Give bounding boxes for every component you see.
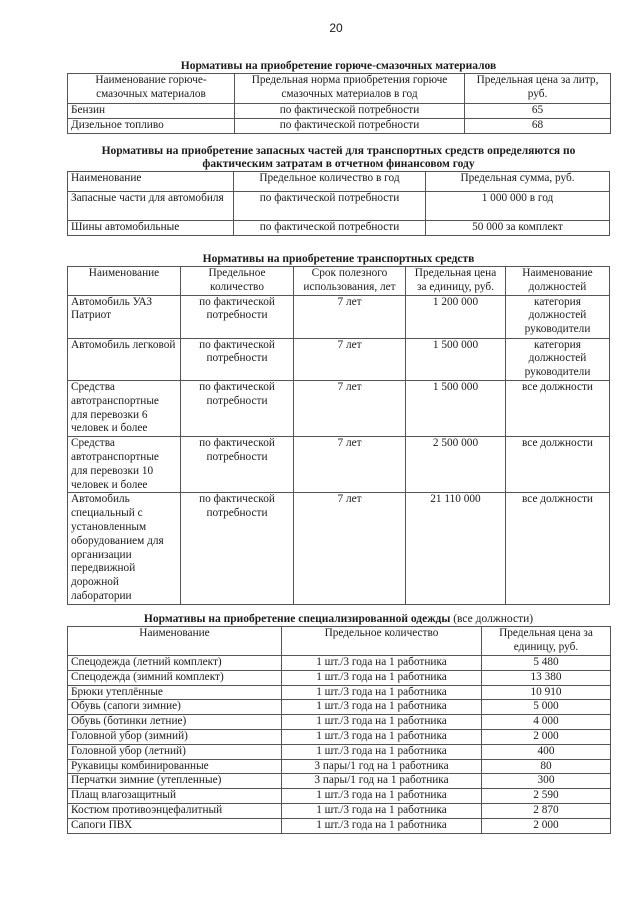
header-cell: Наименование должностей — [506, 267, 610, 296]
cell-positions: все должности — [506, 493, 610, 604]
cell-name: Запасные части для автомобиля — [68, 192, 234, 221]
cell-quantity: 1 шт./3 года на 1 работника — [282, 670, 482, 685]
table-header-row — [68, 172, 610, 192]
cell-quantity: 1 шт./3 года на 1 работника — [282, 818, 482, 833]
cell-quantity: по фактической потребности — [181, 338, 294, 380]
cell-norm: по фактической потребности — [235, 118, 465, 133]
cell-price: 1 200 000 — [406, 295, 506, 338]
cell-quantity: 1 шт./3 года на 1 работника — [282, 715, 482, 730]
cell-price: 10 910 — [482, 685, 611, 700]
cell-name: Спецодежда (зимний комплект) — [68, 670, 282, 685]
cell-quantity: 1 шт./3 года на 1 работника — [282, 789, 482, 804]
table-header-row — [68, 267, 610, 296]
cell-quantity: 3 пары/1 год на 1 работника — [282, 759, 482, 774]
cell-price: 80 — [482, 759, 611, 774]
cell-name: Рукавицы комбинированные — [68, 759, 282, 774]
cell-positions: все должности — [506, 437, 610, 493]
table-row — [68, 803, 611, 818]
cell-quantity: по фактической потребности — [181, 295, 294, 338]
header-cell: Предельная цена за единицу, руб. — [482, 627, 611, 656]
cell-name: Головной убор (летний) — [68, 744, 282, 759]
cell-name: Брюки утеплённые — [68, 685, 282, 700]
cell-name: Костюм противоэнцефалитный — [68, 803, 282, 818]
cell-lifetime: 7 лет — [294, 295, 406, 338]
cell-name: Перчатки зимние (утепленные) — [68, 774, 282, 789]
table-row — [68, 759, 611, 774]
cell-name: Плащ влагозащитный — [68, 789, 282, 804]
cell-name: Бензин — [68, 104, 235, 119]
cell-price: 2 870 — [482, 803, 611, 818]
cell-quantity: по фактической потребности — [181, 380, 294, 436]
cell-positions: категория должностей руководители — [506, 338, 610, 380]
table-row — [68, 670, 611, 685]
cell-quantity: по фактической потребности — [181, 493, 294, 604]
cell-price: 2 590 — [482, 789, 611, 804]
page-number: 20 — [329, 21, 343, 35]
spare-parts-table — [67, 171, 610, 236]
cell-price: 400 — [482, 744, 611, 759]
cell-lifetime: 7 лет — [294, 437, 406, 493]
header-cell: Наименование — [68, 267, 181, 296]
cell-quantity: по фактической потребности — [234, 192, 426, 221]
table-row — [68, 700, 611, 715]
header-cell: Срок полезного использования, лет — [294, 267, 406, 296]
table-row — [68, 437, 610, 493]
header-cell: Предельное количество — [282, 627, 482, 656]
cell-quantity: по фактической потребности — [181, 437, 294, 493]
cell-price: 65 — [465, 104, 611, 119]
cell-quantity: 1 шт./3 года на 1 работника — [282, 685, 482, 700]
cell-name: Средства автотранспортные для перевозки 6 человек и более — [68, 380, 181, 436]
cell-name: Обувь (ботинки летние) — [68, 715, 282, 730]
clothing-table — [67, 626, 611, 834]
cell-name: Головной убор (зимний) — [68, 729, 282, 744]
table-row — [68, 104, 611, 119]
cell-quantity: 1 шт./3 года на 1 работника — [282, 803, 482, 818]
cell-price: 4 000 — [482, 715, 611, 730]
table-row — [68, 380, 610, 436]
cell-name: Спецодежда (летний комплект) — [68, 656, 282, 671]
cell-price: 5 000 — [482, 700, 611, 715]
cell-norm: по фактической потребности — [235, 104, 465, 119]
cell-name: Автомобиль легковой — [68, 338, 181, 380]
header-cell: Предельное количество — [181, 267, 294, 296]
header-cell: Наименование — [68, 627, 282, 656]
table-row — [68, 656, 611, 671]
cell-name: Шины автомобильные — [68, 221, 234, 236]
cell-quantity: 1 шт./3 года на 1 работника — [282, 700, 482, 715]
fuel-table — [67, 73, 611, 134]
header-cell: Наименование — [68, 172, 234, 192]
table-row — [68, 774, 611, 789]
cell-lifetime: 7 лет — [294, 493, 406, 604]
header-cell: Предельная цена за литр, руб. — [465, 74, 611, 104]
header-cell: Предельная цена за единицу, руб. — [406, 267, 506, 296]
table-row — [68, 221, 610, 236]
table-header-row — [68, 627, 611, 656]
cell-lifetime: 7 лет — [294, 338, 406, 380]
table-row — [68, 295, 610, 338]
header-cell: Предельное количество в год — [234, 172, 426, 192]
cell-lifetime: 7 лет — [294, 380, 406, 436]
vehicles-table — [67, 266, 610, 605]
vehicles-table-title: Нормативы на приобретение транспортных средств — [202, 253, 475, 265]
cell-sum: 50 000 за комплект — [426, 221, 610, 236]
cell-name: Обувь (сапоги зимние) — [68, 700, 282, 715]
clothing-title-note: (все должности) — [450, 613, 534, 625]
table-row — [68, 715, 611, 730]
cell-price: 5 480 — [482, 656, 611, 671]
cell-name: Автомобиль УАЗ Патриот — [68, 295, 181, 338]
table-row — [68, 338, 610, 380]
cell-quantity: 1 шт./3 года на 1 работника — [282, 729, 482, 744]
table-row — [68, 192, 610, 221]
cell-name: Средства автотранспортные для перевозки 10 человек и более — [68, 437, 181, 493]
table-row — [68, 493, 610, 604]
header-cell: Предельная норма приобретения горюче смазочных материалов в год — [235, 74, 465, 104]
cell-quantity: 1 шт./3 года на 1 работника — [282, 656, 482, 671]
clothing-title-bold: Нормативы на приобретение специализированной одежды — [143, 613, 451, 625]
spare-parts-table-title: Нормативы на приобретение запасных частей для транспортных средств определяются по фактическим затратам в отчетном финансовом году — [101, 145, 576, 170]
clothing-table-title — [67, 613, 610, 626]
fuel-table-title: Нормативы на приобретение горюче-смазочных материалов — [180, 60, 497, 72]
table-header-row — [68, 74, 611, 104]
cell-price: 2 500 000 — [406, 437, 506, 493]
cell-name: Сапоги ПВХ — [68, 818, 282, 833]
cell-quantity: по фактической потребности — [234, 221, 426, 236]
cell-positions: все должности — [506, 380, 610, 436]
table-row — [68, 118, 611, 133]
cell-sum: 1 000 000 в год — [426, 192, 610, 221]
table-row — [68, 789, 611, 804]
cell-price: 2 000 — [482, 818, 611, 833]
cell-price: 2 000 — [482, 729, 611, 744]
cell-quantity: 1 шт./3 года на 1 работника — [282, 744, 482, 759]
table-row — [68, 744, 611, 759]
cell-price: 21 110 000 — [406, 493, 506, 604]
cell-price: 1 500 000 — [406, 338, 506, 380]
header-cell: Наименование горюче-смазочных материалов — [68, 74, 235, 104]
cell-quantity: 3 пары/1 год на 1 работника — [282, 774, 482, 789]
cell-price: 1 500 000 — [406, 380, 506, 436]
header-cell: Предельная сумма, руб. — [426, 172, 610, 192]
table-row — [68, 818, 611, 833]
cell-name: Дизельное топливо — [68, 118, 235, 133]
cell-price: 300 — [482, 774, 611, 789]
cell-positions: категория должностей руководители — [506, 295, 610, 338]
table-row — [68, 729, 611, 744]
cell-price: 13 380 — [482, 670, 611, 685]
cell-price: 68 — [465, 118, 611, 133]
table-row — [68, 685, 611, 700]
cell-name: Автомобиль специальный с установленным оборудованием для организации передвижной дорожной лаборатории — [68, 493, 181, 604]
